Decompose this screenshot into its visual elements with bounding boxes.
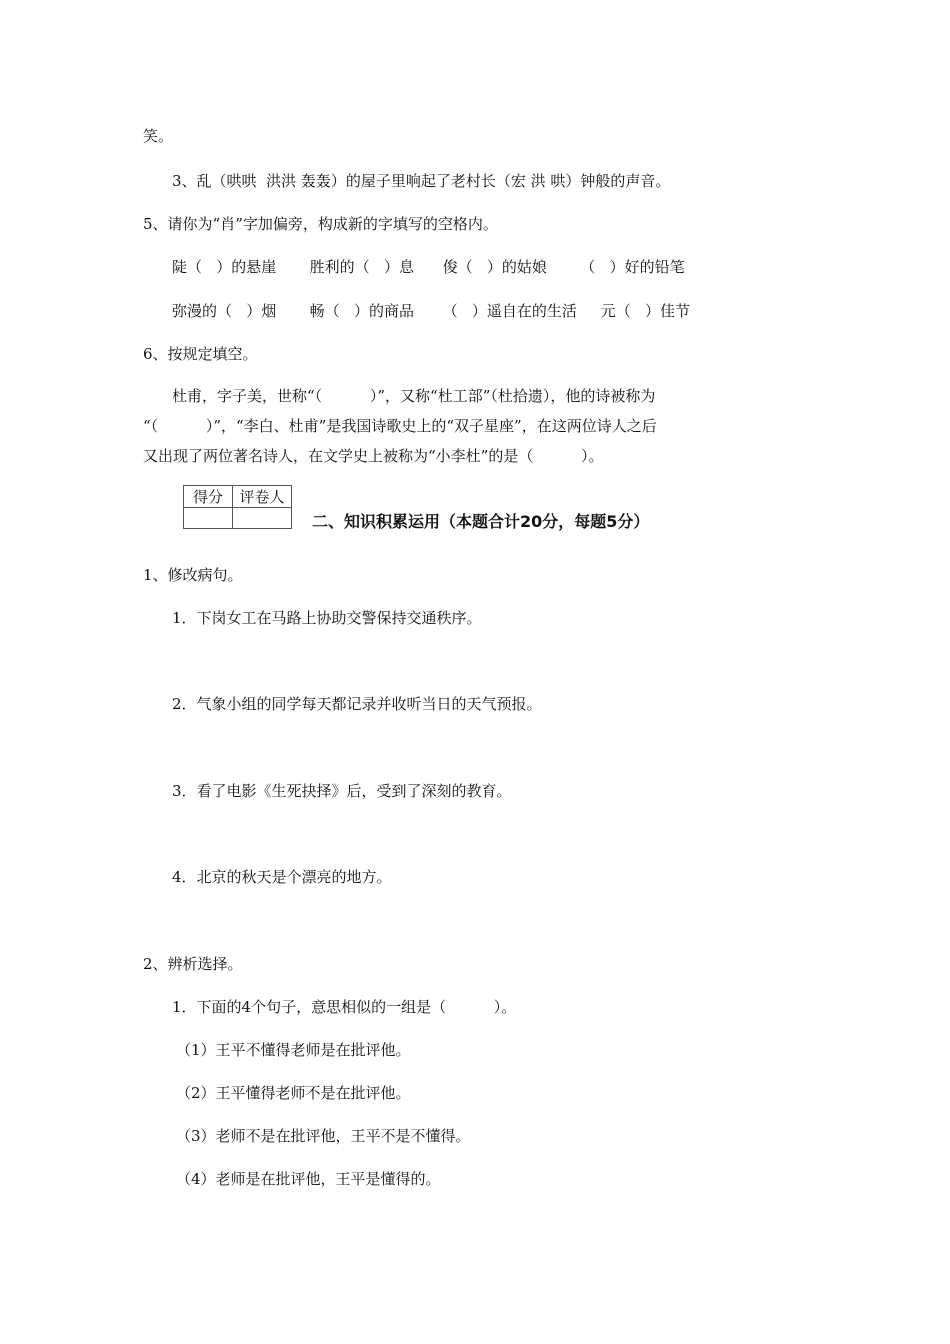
score-cell[interactable] — [184, 508, 233, 529]
line-laugh: 笑。 — [143, 127, 174, 145]
question-5-row-1: 陡（ ）的悬崖 胜利的（ ）息 俊（ ）的姑娘 （ ）好的铅笔 — [172, 258, 685, 276]
q1-title: 1、修改病句。 — [143, 566, 243, 584]
question-6-line-1: 杜甫，字子美，世称“（ ）”，又称“杜工部”（杜拾遗），他的诗被称为 — [172, 387, 656, 405]
q2-title: 2、辨析选择。 — [143, 955, 243, 973]
q1-item-3: 3．看了电影《生死抉择》后，受到了深刻的教育。 — [172, 782, 512, 800]
question-5-row-2: 弥漫的（ ）烟 畅（ ）的商品 （ ）遥自在的生活 元（ ）佳节 — [172, 302, 691, 320]
score-table — [183, 485, 292, 529]
q2-option-2: （2）王平懂得老师不是在批评他。 — [176, 1084, 411, 1102]
question-6-line-2: “（ ）”，“李白、杜甫”是我国诗歌史上的“双子星座”，在这两位诗人之后 — [143, 417, 657, 435]
score-label: 得分 — [184, 486, 233, 508]
q1-item-1: 1．下岗女工在马路上协助交警保持交通秩序。 — [172, 609, 482, 627]
q2-option-1: （1）王平不懂得老师是在批评他。 — [176, 1041, 411, 1059]
q2-option-4: （4）老师是在批评他，王平是懂得的。 — [176, 1170, 441, 1188]
question-6-line-3: 又出现了两位著名诗人，在文学史上被称为“小李杜”的是（ ）。 — [143, 447, 604, 465]
grader-label: 评卷人 — [233, 486, 292, 508]
question-3: 3、乱（哄哄 洪洪 轰轰）的屋子里响起了老村长（宏 洪 哄）钟般的声音。 — [172, 172, 671, 190]
question-5: 5、请你为“肖”字加偏旁，构成新的字填写的空格内。 — [143, 215, 498, 233]
q2-stem: 1．下面的4个句子，意思相似的一组是（ ）。 — [172, 998, 517, 1016]
q1-item-4: 4．北京的秋天是个漂亮的地方。 — [172, 868, 392, 886]
grader-cell[interactable] — [233, 508, 292, 529]
q2-option-3: （3）老师不是在批评他，王平不是不懂得。 — [176, 1127, 471, 1145]
section-two-title: 二、知识积累运用（本题合计20分，每题5分） — [312, 512, 650, 531]
q1-item-2: 2．气象小组的同学每天都记录并收听当日的天气预报。 — [172, 695, 542, 713]
question-6: 6、按规定填空。 — [143, 345, 258, 363]
